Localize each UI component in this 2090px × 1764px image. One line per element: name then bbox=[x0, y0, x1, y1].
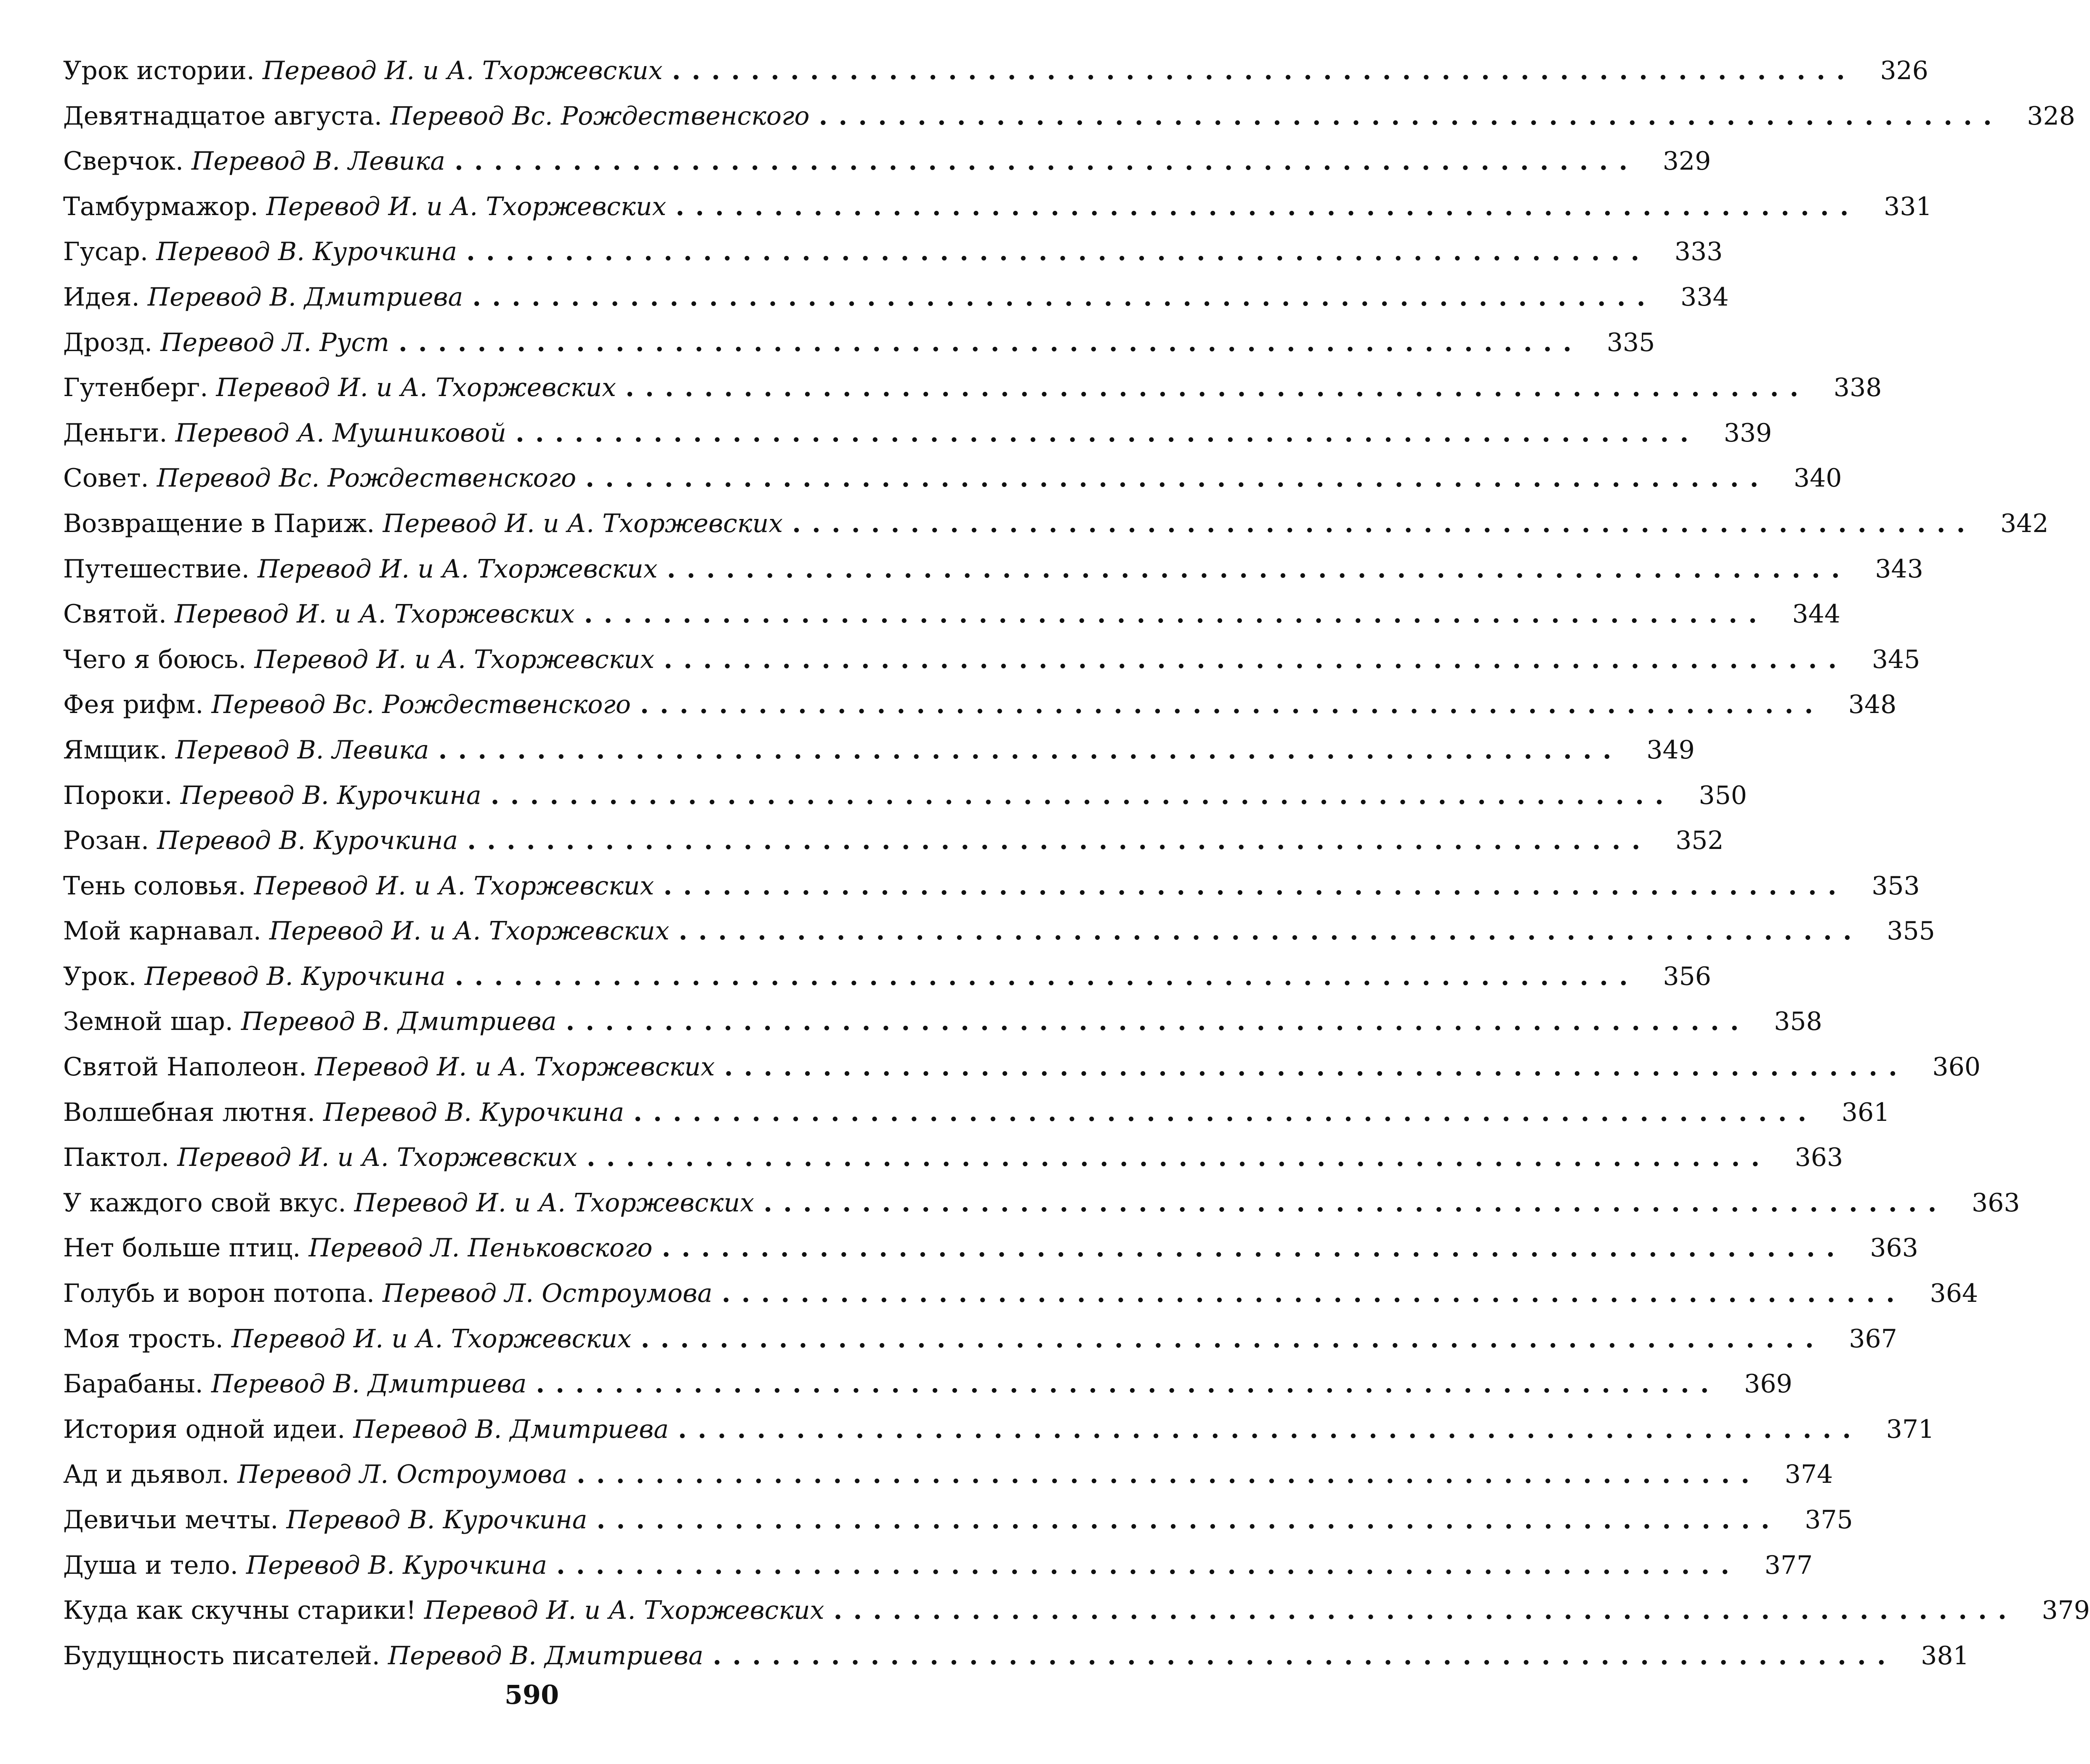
entry-page-number: 367 bbox=[1849, 1324, 1897, 1354]
entry-page-number: 356 bbox=[1663, 961, 1711, 991]
dot-leader: ............................................................ bbox=[438, 735, 1622, 765]
entry-page-number: 379 bbox=[2042, 1596, 2090, 1626]
toc-entry bbox=[63, 1362, 1792, 1407]
entry-page-number: 377 bbox=[1764, 1550, 1813, 1580]
toc-entry bbox=[63, 1452, 1833, 1498]
entry-page-number: 355 bbox=[1887, 916, 1935, 946]
entry-translator: Перевод Л. Руст bbox=[160, 327, 389, 357]
toc-entry bbox=[63, 1317, 1897, 1362]
dot-leader: ............................................................ bbox=[585, 463, 1770, 493]
entry-translator: Перевод В. Левика bbox=[175, 735, 429, 765]
entry-title: Путешествие. bbox=[63, 554, 250, 584]
entry-translator: Перевод В. Дмитриева bbox=[147, 282, 463, 312]
toc-entry bbox=[63, 818, 1724, 864]
entry-title: Совет. bbox=[63, 463, 149, 493]
entry-page-number: 374 bbox=[1784, 1460, 1833, 1490]
entry-page-number: 349 bbox=[1646, 735, 1695, 765]
entry-translator: Перевод И. и А. Тхоржевских bbox=[315, 1052, 715, 1082]
dot-leader: ............................................................ bbox=[713, 1641, 1897, 1671]
dot-leader: ............................................................ bbox=[641, 1324, 1825, 1354]
dot-leader: ............................................................ bbox=[455, 961, 1639, 991]
dot-leader: ............................................................ bbox=[633, 1097, 1818, 1127]
entry-translator: Перевод В. Курочкина bbox=[157, 826, 458, 856]
dot-leader: ............................................................ bbox=[566, 1007, 1750, 1037]
entry-translator: Перевод Вс. Рождественского bbox=[157, 463, 577, 493]
toc-entry bbox=[63, 184, 1932, 230]
toc-entry bbox=[63, 456, 1842, 501]
dot-leader: ............................................................ bbox=[663, 644, 1848, 674]
entry-title: Тамбурмажор. bbox=[63, 192, 258, 221]
entry-translator: Перевод И. и А. Тхоржевских bbox=[177, 1143, 577, 1173]
entry-page-number: 381 bbox=[1921, 1641, 1969, 1671]
entry-title: Гутенберг. bbox=[63, 373, 208, 403]
dot-leader: ............................................................ bbox=[721, 1279, 1906, 1309]
entry-page-number: 340 bbox=[1793, 463, 1842, 493]
entry-page-number: 326 bbox=[1880, 56, 1928, 85]
entry-translator: Перевод И. и А. Тхоржевских bbox=[424, 1596, 824, 1626]
entry-title: Урок. bbox=[63, 961, 137, 991]
dot-leader: ............................................................ bbox=[663, 871, 1848, 901]
toc-entry bbox=[63, 1271, 1978, 1317]
entry-page-number: 363 bbox=[1971, 1188, 2020, 1218]
toc-entry bbox=[63, 909, 1935, 954]
entry-title: Голубь и ворон потопа. bbox=[63, 1279, 375, 1309]
toc-entry bbox=[63, 592, 1840, 637]
toc-entry bbox=[63, 1181, 2020, 1226]
entry-page-number: 363 bbox=[1870, 1233, 1918, 1263]
toc-entry bbox=[63, 547, 1923, 592]
dot-leader: ............................................................ bbox=[724, 1052, 1908, 1082]
entry-page-number: 364 bbox=[1930, 1279, 1978, 1309]
dot-leader: ............................................................ bbox=[833, 1596, 2018, 1626]
entry-translator: Перевод Л. Остроумова bbox=[237, 1460, 567, 1490]
entry-title: Тень соловья. bbox=[63, 871, 246, 901]
entry-page-number: 338 bbox=[1833, 373, 1882, 403]
toc-entry bbox=[63, 1090, 1890, 1136]
entry-title: У каждого свой вкус. bbox=[63, 1188, 346, 1218]
entry-title: Чего я боюсь. bbox=[63, 644, 247, 674]
entry-translator: Перевод В. Левика bbox=[191, 146, 445, 176]
dot-leader: ............................................................ bbox=[536, 1369, 1720, 1399]
entry-translator: Перевод В. Курочкина bbox=[323, 1097, 624, 1127]
dot-leader: ............................................................ bbox=[556, 1550, 1741, 1580]
entry-translator: Перевод В. Дмитриева bbox=[388, 1641, 704, 1671]
entry-translator: Перевод В. Курочкина bbox=[286, 1505, 588, 1535]
toc-entry bbox=[63, 48, 1928, 94]
entry-title: Ямщик. bbox=[63, 735, 168, 765]
dot-leader: ............................................................ bbox=[678, 916, 1863, 946]
entry-page-number: 348 bbox=[1848, 690, 1897, 720]
entry-page-number: 339 bbox=[1723, 418, 1772, 448]
entry-translator: Перевод Л. Пеньковского bbox=[308, 1233, 653, 1263]
entry-title: Гусар. bbox=[63, 237, 148, 267]
entry-translator: Перевод И. и А. Тхоржевских bbox=[269, 916, 670, 946]
entry-translator: Перевод И. и А. Тхоржевских bbox=[354, 1188, 755, 1218]
entry-page-number: 361 bbox=[1841, 1097, 1890, 1127]
dot-leader: ............................................................ bbox=[667, 554, 1851, 584]
dot-leader: ............................................................ bbox=[596, 1505, 1781, 1535]
toc-entry bbox=[63, 773, 1747, 819]
entry-title: Сверчок. bbox=[63, 146, 183, 176]
dot-leader: ............................................................ bbox=[454, 146, 1639, 176]
entry-translator: Перевод Вс. Рождественского bbox=[211, 690, 631, 720]
entry-page-number: 343 bbox=[1875, 554, 1923, 584]
entry-translator: Перевод В. Курочкина bbox=[180, 780, 481, 810]
entry-title: Урок истории. bbox=[63, 56, 255, 85]
entry-page-number: 375 bbox=[1805, 1505, 1853, 1535]
dot-leader: ............................................................ bbox=[672, 56, 1856, 85]
entry-translator: Перевод И. и А. Тхоржевских bbox=[257, 554, 658, 584]
entry-title: Девятнадцатое августа. bbox=[63, 101, 382, 131]
entry-page-number: 353 bbox=[1872, 871, 1920, 901]
entry-title: Ад и дьявол. bbox=[63, 1460, 230, 1490]
entry-title: Земной шар. bbox=[63, 1007, 233, 1037]
entry-title: Идея. bbox=[63, 282, 140, 312]
toc-entry bbox=[63, 682, 1897, 728]
entry-page-number: 363 bbox=[1795, 1143, 1843, 1173]
toc-entry bbox=[63, 320, 1655, 366]
entry-page-number: 371 bbox=[1886, 1414, 1935, 1444]
toc-entry bbox=[63, 501, 2049, 547]
entry-title: Розан. bbox=[63, 826, 149, 856]
entry-page-number: 335 bbox=[1606, 327, 1655, 357]
dot-leader: ............................................................ bbox=[584, 599, 1768, 629]
entry-page-number: 344 bbox=[1792, 599, 1840, 629]
page-number: 590 bbox=[504, 1679, 559, 1710]
dot-leader: ............................................................ bbox=[466, 237, 1651, 267]
toc-entry bbox=[63, 954, 1711, 1000]
entry-translator: Перевод И. и А. Тхоржевских bbox=[254, 871, 654, 901]
entry-translator: Перевод А. Мушниковой bbox=[175, 418, 506, 448]
entry-title: Святой. bbox=[63, 599, 167, 629]
table-of-contents bbox=[63, 48, 2090, 1679]
dot-leader: ............................................................ bbox=[625, 373, 1810, 403]
entry-title: Будущность писателей. bbox=[63, 1641, 380, 1671]
entry-title: Куда как скучны старики! bbox=[63, 1596, 416, 1626]
toc-entry bbox=[63, 94, 2075, 139]
entry-title: Барабаны. bbox=[63, 1369, 203, 1399]
entry-page-number: 350 bbox=[1699, 780, 1747, 810]
toc-entry bbox=[63, 1135, 1843, 1181]
entry-translator: Перевод И. и А. Тхоржевских bbox=[216, 373, 616, 403]
entry-title: Деньги. bbox=[63, 418, 168, 448]
entry-page-number: 329 bbox=[1662, 146, 1711, 176]
entry-page-number: 342 bbox=[2000, 508, 2049, 538]
toc-entry bbox=[63, 999, 1822, 1045]
dot-leader: ............................................................ bbox=[662, 1233, 1846, 1263]
dot-leader: ............................................................ bbox=[675, 192, 1860, 221]
entry-page-number: 328 bbox=[2027, 101, 2075, 131]
entry-page-number: 360 bbox=[1932, 1052, 1981, 1082]
toc-entry bbox=[63, 411, 1772, 456]
dot-leader: ............................................................ bbox=[640, 690, 1824, 720]
entry-translator: Перевод В. Курочкина bbox=[246, 1550, 547, 1580]
toc-entry bbox=[63, 637, 1920, 683]
entry-title: Дрозд. bbox=[63, 327, 153, 357]
entry-title: Возвращение в Париж. bbox=[63, 508, 375, 538]
entry-title: Моя трость. bbox=[63, 1324, 223, 1354]
entry-page-number: 352 bbox=[1675, 826, 1724, 856]
toc-entry bbox=[63, 1045, 1981, 1090]
toc-entry bbox=[63, 1226, 1918, 1271]
entry-title: История одной идеи. bbox=[63, 1414, 346, 1444]
toc-entry bbox=[63, 139, 1711, 184]
entry-page-number: 333 bbox=[1674, 237, 1723, 267]
toc-entry bbox=[63, 275, 1729, 320]
dot-leader: ............................................................ bbox=[576, 1460, 1761, 1490]
entry-translator: Перевод В. Курочкина bbox=[144, 961, 446, 991]
entry-translator: Перевод В. Дмитриева bbox=[241, 1007, 557, 1037]
toc-entry bbox=[63, 229, 1723, 275]
entry-translator: Перевод Л. Остроумова bbox=[383, 1279, 713, 1309]
entry-title: Пороки. bbox=[63, 780, 173, 810]
entry-translator: Перевод И. и А. Тхоржевских bbox=[266, 192, 667, 221]
entry-title: Душа и тело. bbox=[63, 1550, 238, 1580]
dot-leader: ............................................................ bbox=[467, 826, 1651, 856]
toc-entry bbox=[63, 1407, 1935, 1453]
entry-translator: Перевод И. и А. Тхоржевских bbox=[254, 644, 654, 674]
entry-title: Нет больше птиц. bbox=[63, 1233, 301, 1263]
toc-entry bbox=[63, 728, 1695, 773]
toc-entry bbox=[63, 1588, 2090, 1634]
entry-translator: Перевод И. и А. Тхоржевских bbox=[175, 599, 575, 629]
dot-leader: ............................................................ bbox=[586, 1143, 1771, 1173]
dot-leader: ............................................................ bbox=[398, 327, 1583, 357]
toc-entry bbox=[63, 864, 1920, 909]
entry-translator: Перевод В. Дмитриева bbox=[353, 1414, 669, 1444]
entry-translator: Перевод И. и А. Тхоржевских bbox=[231, 1324, 632, 1354]
entry-title: Девичьи мечты. bbox=[63, 1505, 279, 1535]
entry-translator: Перевод И. и А. Тхоржевских bbox=[262, 56, 663, 85]
entry-translator: Перевод В. Дмитриева bbox=[211, 1369, 527, 1399]
entry-title: Святой Наполеон. bbox=[63, 1052, 307, 1082]
entry-title: Мой карнавал. bbox=[63, 916, 261, 946]
dot-leader: ............................................................ bbox=[763, 1188, 1948, 1218]
dot-leader: ............................................................ bbox=[490, 780, 1675, 810]
entry-translator: Перевод В. Курочкина bbox=[156, 237, 457, 267]
toc-entry bbox=[63, 1634, 1969, 1679]
entry-translator: Перевод И. и А. Тхоржевских bbox=[383, 508, 783, 538]
dot-leader: ............................................................ bbox=[792, 508, 1976, 538]
toc-entry bbox=[63, 1543, 1813, 1588]
entry-page-number: 369 bbox=[1744, 1369, 1792, 1399]
toc-entry bbox=[63, 1498, 1853, 1543]
entry-page-number: 358 bbox=[1774, 1007, 1822, 1037]
dot-leader: ............................................................ bbox=[678, 1414, 1862, 1444]
dot-leader: ............................................................ bbox=[515, 418, 1700, 448]
dot-leader: ............................................................ bbox=[472, 282, 1657, 312]
entry-translator: Перевод Вс. Рождественского bbox=[390, 101, 810, 131]
entry-title: Волшебная лютня. bbox=[63, 1097, 315, 1127]
entry-page-number: 334 bbox=[1681, 282, 1729, 312]
entry-page-number: 345 bbox=[1872, 644, 1920, 674]
toc-entry bbox=[63, 365, 1882, 411]
entry-title: Пактол. bbox=[63, 1143, 170, 1173]
dot-leader: ............................................................ bbox=[819, 101, 2003, 131]
entry-title: Фея рифм. bbox=[63, 690, 204, 720]
entry-page-number: 331 bbox=[1884, 192, 1932, 221]
